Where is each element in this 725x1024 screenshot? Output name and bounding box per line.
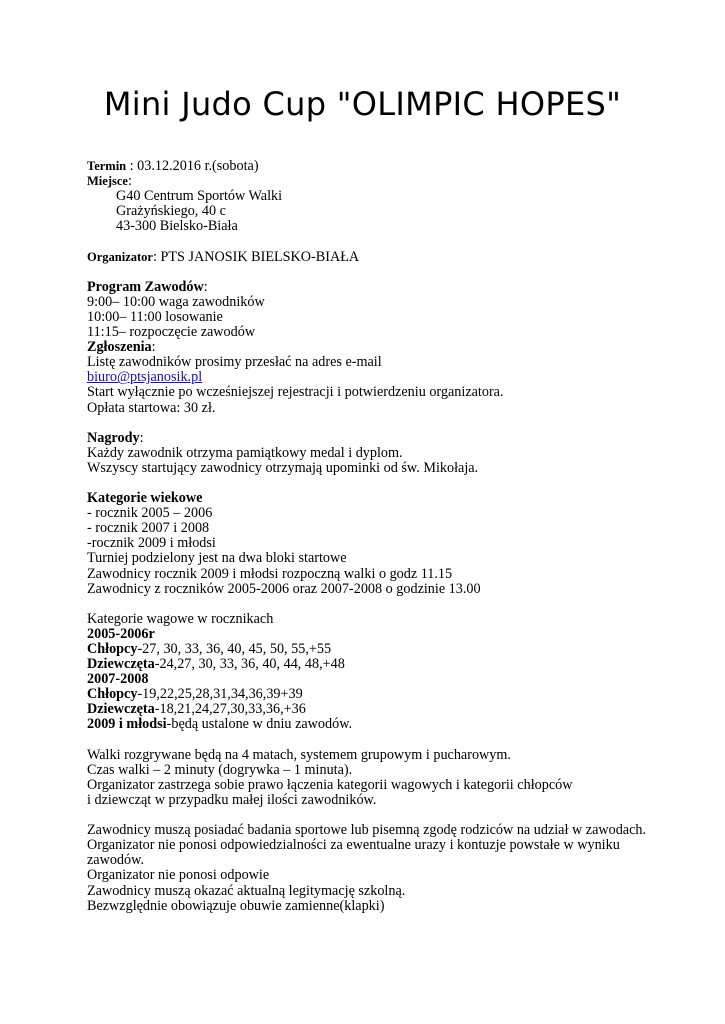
address-line: G40 Centrum Sportów Walki: [116, 188, 283, 205]
program-item: 11:15– rozpoczęcie zawodów: [87, 324, 256, 341]
email-line: [87, 370, 687, 385]
spacer: [87, 416, 687, 431]
girls-label: Dziewczęta: [87, 656, 155, 673]
spacer: [87, 234, 687, 249]
weights-girls: [87, 657, 687, 672]
organizator-value: PTS JANOSIK BIELSKO-BIAŁA: [160, 248, 360, 265]
organizator-colon: :: [152, 248, 161, 265]
termin-line: [87, 159, 687, 174]
uwagi-text: Organizator nie ponosi odpowiedzialności za ewentualne urazy i kontuzje powstałe w wyniku: [87, 837, 620, 854]
girls-weights: -18,21,24,27,30,33,36,+36: [154, 701, 306, 718]
nagrody-text: Wszyscy startujący zawodnicy otrzymają upominki od św. Mikołaja.: [87, 459, 479, 476]
organizator-label: Organizator: [87, 249, 153, 264]
weights-youngest: [87, 717, 687, 732]
weights-boys: [87, 687, 687, 702]
termin-label: Termin: [87, 159, 127, 173]
kategorie-wiekowe-item: - rocznik 2005 – 2006: [87, 505, 213, 522]
zgloszenia-text: Start wyłącznie po wcześniejszej rejestracji i potwierdzeniu organizatora.: [87, 384, 504, 401]
zgloszenia-heading: [87, 340, 687, 355]
zgloszenia-label: Zgłoszenia: [87, 339, 152, 356]
year-group-heading: [87, 627, 687, 642]
program-label: Program Zawodów: [87, 278, 204, 295]
spacer: [87, 265, 687, 280]
uwagi-text: Bezwzględnie obowiązuje obuwie zamienne(klapki): [87, 897, 385, 914]
zgloszenia-colon: :: [151, 339, 156, 356]
kategorie-wiekowe-text: Zawodnicy rocznik 2009 i młodsi rozpoczną walki o godz 11.15: [87, 565, 453, 582]
termin-sep: :: [126, 158, 138, 174]
address-line: 43-300 Bielsko-Biała: [116, 218, 238, 235]
nagrody-label: Nagrody: [87, 429, 140, 446]
termin-value: 03.12.2016 r.(sobota): [137, 158, 259, 174]
uwagi-text: Zawodnicy muszą posiadać badania sportowe lub pisemną zgodę rodziców na udział w zawodach.: [87, 822, 647, 839]
walki-text: Walki rozgrywane będą na 4 matach, systemem grupowym i pucharowym.: [87, 746, 511, 763]
girls-label: Dziewczęta: [87, 701, 155, 718]
walki-text: i dziewcząt w przypadku małej ilości zawodników.: [87, 791, 377, 808]
kategorie-wiekowe-item: - rocznik 2007 i 2008: [87, 520, 210, 537]
boys-label: Chłopcy: [87, 641, 138, 657]
miejsce-label: Miejsce: [87, 174, 128, 189]
spacer: [87, 597, 687, 612]
nagrody-heading: [87, 431, 687, 446]
weights-boys: [87, 642, 687, 657]
weights-girls: [87, 702, 687, 717]
kategorie-wiekowe-item: -rocznik 2009 i młodsi: [87, 535, 216, 552]
kategorie-wiekowe-text: Turniej podzielony jest na dwa bloki startowe: [87, 550, 347, 567]
nagrody-text: Każdy zawodnik otrzyma pamiątkowy medal i dyplom.: [87, 444, 403, 461]
kategorie-wiekowe-label: Kategorie wiekowe: [87, 490, 203, 507]
year-group-label: 2005-2006r: [87, 625, 155, 642]
kategorie-wiekowe-heading: [87, 491, 687, 506]
youngest-label: 2009 i młodsi: [87, 716, 167, 733]
spacer: [87, 808, 687, 823]
zgloszenia-text: Opłata startowa: 30 zł.: [87, 399, 216, 416]
spacer: [87, 733, 687, 748]
document-body: [87, 159, 687, 914]
boys-weights: -19,22,25,28,31,34,36,39+39: [137, 686, 303, 703]
miejsce-line: [87, 174, 687, 189]
walki-text: Czas walki – 2 minuty (dogrywka – 1 minuta).: [87, 761, 353, 778]
girls-weights: -24,27, 30, 33, 36, 40, 44, 48,+48: [154, 656, 345, 673]
program-item: 9:00– 10:00 waga zawodników: [87, 293, 265, 310]
year-group-heading: [87, 672, 687, 687]
uwagi-text: zawodów.: [87, 852, 144, 869]
uwagi-text: Organizator nie ponosi odpowie: [87, 867, 270, 884]
program-colon: :: [203, 278, 208, 295]
page-title: Mini Judo Cup "OLIMPIC HOPES": [103, 85, 622, 123]
program-item: 10:00– 11:00 losowanie: [87, 308, 223, 325]
year-group-label: 2007-2008: [87, 671, 149, 688]
walki-text: Organizator zastrzega sobie prawo łączenia kategorii wagowych i kategorii chłopców: [87, 776, 573, 793]
miejsce-colon: :: [127, 173, 132, 190]
youngest-text: -będą ustalone w dniu zawodów.: [166, 716, 353, 733]
organizator-line: [87, 250, 687, 265]
kategorie-wagowe-intro: Kategorie wagowe w rocznikach: [87, 610, 274, 627]
program-heading: [87, 280, 687, 295]
uwagi-text: Zawodnicy muszą okazać aktualną legitymację szkolną.: [87, 882, 406, 899]
spacer: [87, 476, 687, 491]
zgloszenia-text: Listę zawodników prosimy przesłać na adres e-mail: [87, 354, 382, 371]
boys-weights: -27, 30, 33, 36, 40, 45, 50, 55,+55: [137, 641, 332, 657]
email-link[interactable]: biuro@ptsjanosik.pl: [87, 369, 203, 386]
kategorie-wiekowe-text: Zawodnicy z roczników 2005-2006 oraz 2007-2008 o godzinie 13.00: [87, 580, 481, 597]
nagrody-colon: :: [139, 429, 144, 446]
boys-label: Chłopcy: [87, 686, 138, 703]
address-line: Grażyńskiego, 40 c: [116, 203, 226, 220]
